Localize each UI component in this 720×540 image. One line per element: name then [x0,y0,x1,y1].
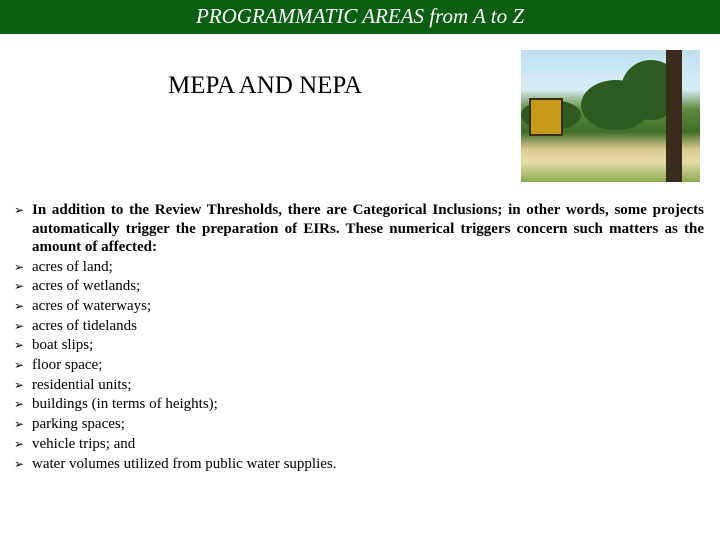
arrow-bullet-icon: ➢ [14,298,25,313]
slide-subtitle: MEPA AND NEPA [168,72,363,99]
list-item-text: acres of waterways; [32,297,152,314]
slide-header [0,0,720,34]
list-item [14,277,704,297]
list-item [14,297,704,317]
list-item [14,415,704,435]
list-item [14,376,704,396]
list-item-text: vehicle trips; and [32,435,136,452]
list-item [14,258,704,278]
list-item-text: residential units; [32,376,132,393]
list-item [14,317,704,337]
list-item-text: acres of tidelands [32,317,137,334]
header-title: PROGRAMMATIC AREAS from A to Z [195,4,524,28]
list-item-text: acres of wetlands; [32,278,141,295]
arrow-bullet-icon: ➢ [14,259,25,274]
arrow-bullet-icon: ➢ [14,203,25,217]
list-item [14,356,704,376]
list-item [14,435,704,455]
arrow-bullet-icon: ➢ [14,417,25,432]
list-item [14,395,704,415]
arrow-bullet-icon: ➢ [14,279,25,294]
list-item-text: boat slips; [32,337,94,354]
arrow-bullet-icon: ➢ [14,436,25,451]
list-item-intro: ➢ In addition to the Review Thresholds, there are Categorical Inclusions; in other words, some projects automatically trigger the preparation of EIRs. These numerical triggers concern such matters as the amount of affected: [14,202,704,255]
list-item-text: acres of land; [32,258,113,275]
list-item-text: floor space; [32,357,103,374]
arrow-bullet-icon: ➢ [14,377,25,392]
bulldozer-image [529,98,563,136]
list-item [14,336,704,356]
list-item-text: water volumes utilized from public water supplies. [32,455,337,472]
list-item-text: buildings (in terms of heights); [32,396,218,413]
arrow-bullet-icon: ➢ [14,358,25,373]
list-item [14,455,704,475]
arrow-bullet-icon: ➢ [14,338,25,353]
construction-site-photo [521,50,700,182]
arrow-bullet-icon: ➢ [14,456,25,471]
arrow-bullet-icon: ➢ [14,397,25,412]
list-item-text: parking spaces; [32,416,125,433]
bullet-list [14,201,704,474]
arrow-bullet-icon: ➢ [14,318,25,333]
